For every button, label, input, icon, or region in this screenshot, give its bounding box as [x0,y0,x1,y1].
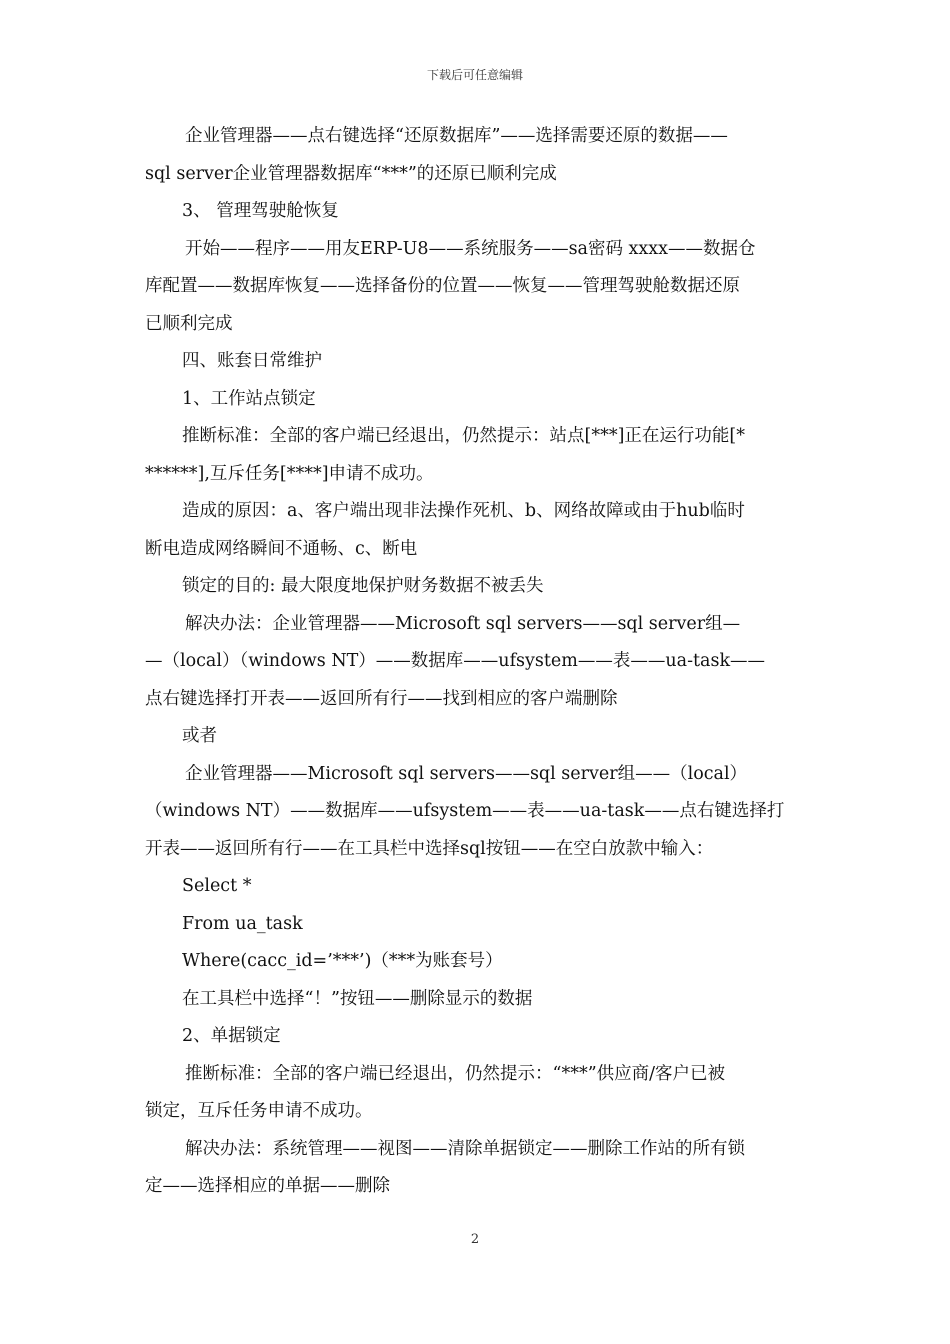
paragraph-line: 在工具栏中选择“！”按钮——删除显示的数据 [182,988,533,1009]
paragraph-line: ******],互斥任务[****]申请不成功。 [145,463,434,484]
paragraph-line: 开始——程序——用友ERP-U8——系统服务——sa密码 xxxx——数据仓 [185,238,756,259]
paragraph-line: 造成的原因：a、客户端出现非法操作死机、b、网络故障或由于hub临时 [182,501,745,521]
paragraph-line: 或者 [182,726,217,746]
section-heading: 2、单据锁定 [182,1026,281,1046]
document-body [145,118,809,1206]
paragraph-line: —（local）（windows NT）——数据库——ufsystem——表——ua-task—— [145,651,766,671]
code-line: From ua_task [182,913,303,934]
paragraph-line: 解决办法：企业管理器——Microsoft sql servers——sql server组— [185,613,741,634]
page-number: 2 [470,1232,480,1247]
paragraph-line: sql server企业管理器数据库“***”的还原已顺利完成 [145,163,557,184]
paragraph-line: 锁定的目的: 最大限度地保护财务数据不被丢失 [182,576,544,596]
code-line: Select * [182,876,252,896]
paragraph-line: 点右键选择打开表——返回所有行——找到相应的客户端删除 [145,688,618,709]
section-heading: 3、 管理驾驶舱恢复 [182,201,339,221]
section-heading: 四、账套日常维护 [182,351,322,371]
paragraph-line: 定——选择相应的单据——删除 [145,1176,390,1196]
section-heading: 1、工作站点锁定 [182,388,316,409]
paragraph-line: 库配置——数据库恢复——选择备份的位置——恢复——管理驾驶舱数据还原 [145,276,740,296]
code-line: Where(cacc_id=’***’)（***为账套号） [182,951,503,971]
paragraph-line: 断电造成网络瞬间不通畅、c、断电 [145,538,418,559]
paragraph-line: 锁定，互斥任务申请不成功。 [145,1101,373,1121]
paragraph-line: 企业管理器——点右键选择“还原数据库”——选择需要还原的数据—— [185,126,728,146]
paragraph-line: 开表——返回所有行——在工具栏中选择sql按钮——在空白放款中输入： [145,838,714,859]
paragraph-line: 推断标准：全部的客户端已经退出，仍然提示：“***”供应商/客户已被 [185,1063,726,1084]
paragraph-line: 企业管理器——Microsoft sql servers——sql server组——（local） [185,763,748,784]
page-header: 下载后可任意编辑 [426,68,523,82]
paragraph-line: （windows NT）——数据库——ufsystem——表——ua-task——点右键选择打 [145,801,785,821]
paragraph-line: 已顺利完成 [145,313,233,334]
paragraph-line: 解决办法：系统管理——视图——清除单据锁定——删除工作站的所有锁 [185,1138,745,1159]
paragraph-line: 推断标准：全部的客户端已经退出，仍然提示：站点[***]正在运行功能[* [182,426,745,446]
